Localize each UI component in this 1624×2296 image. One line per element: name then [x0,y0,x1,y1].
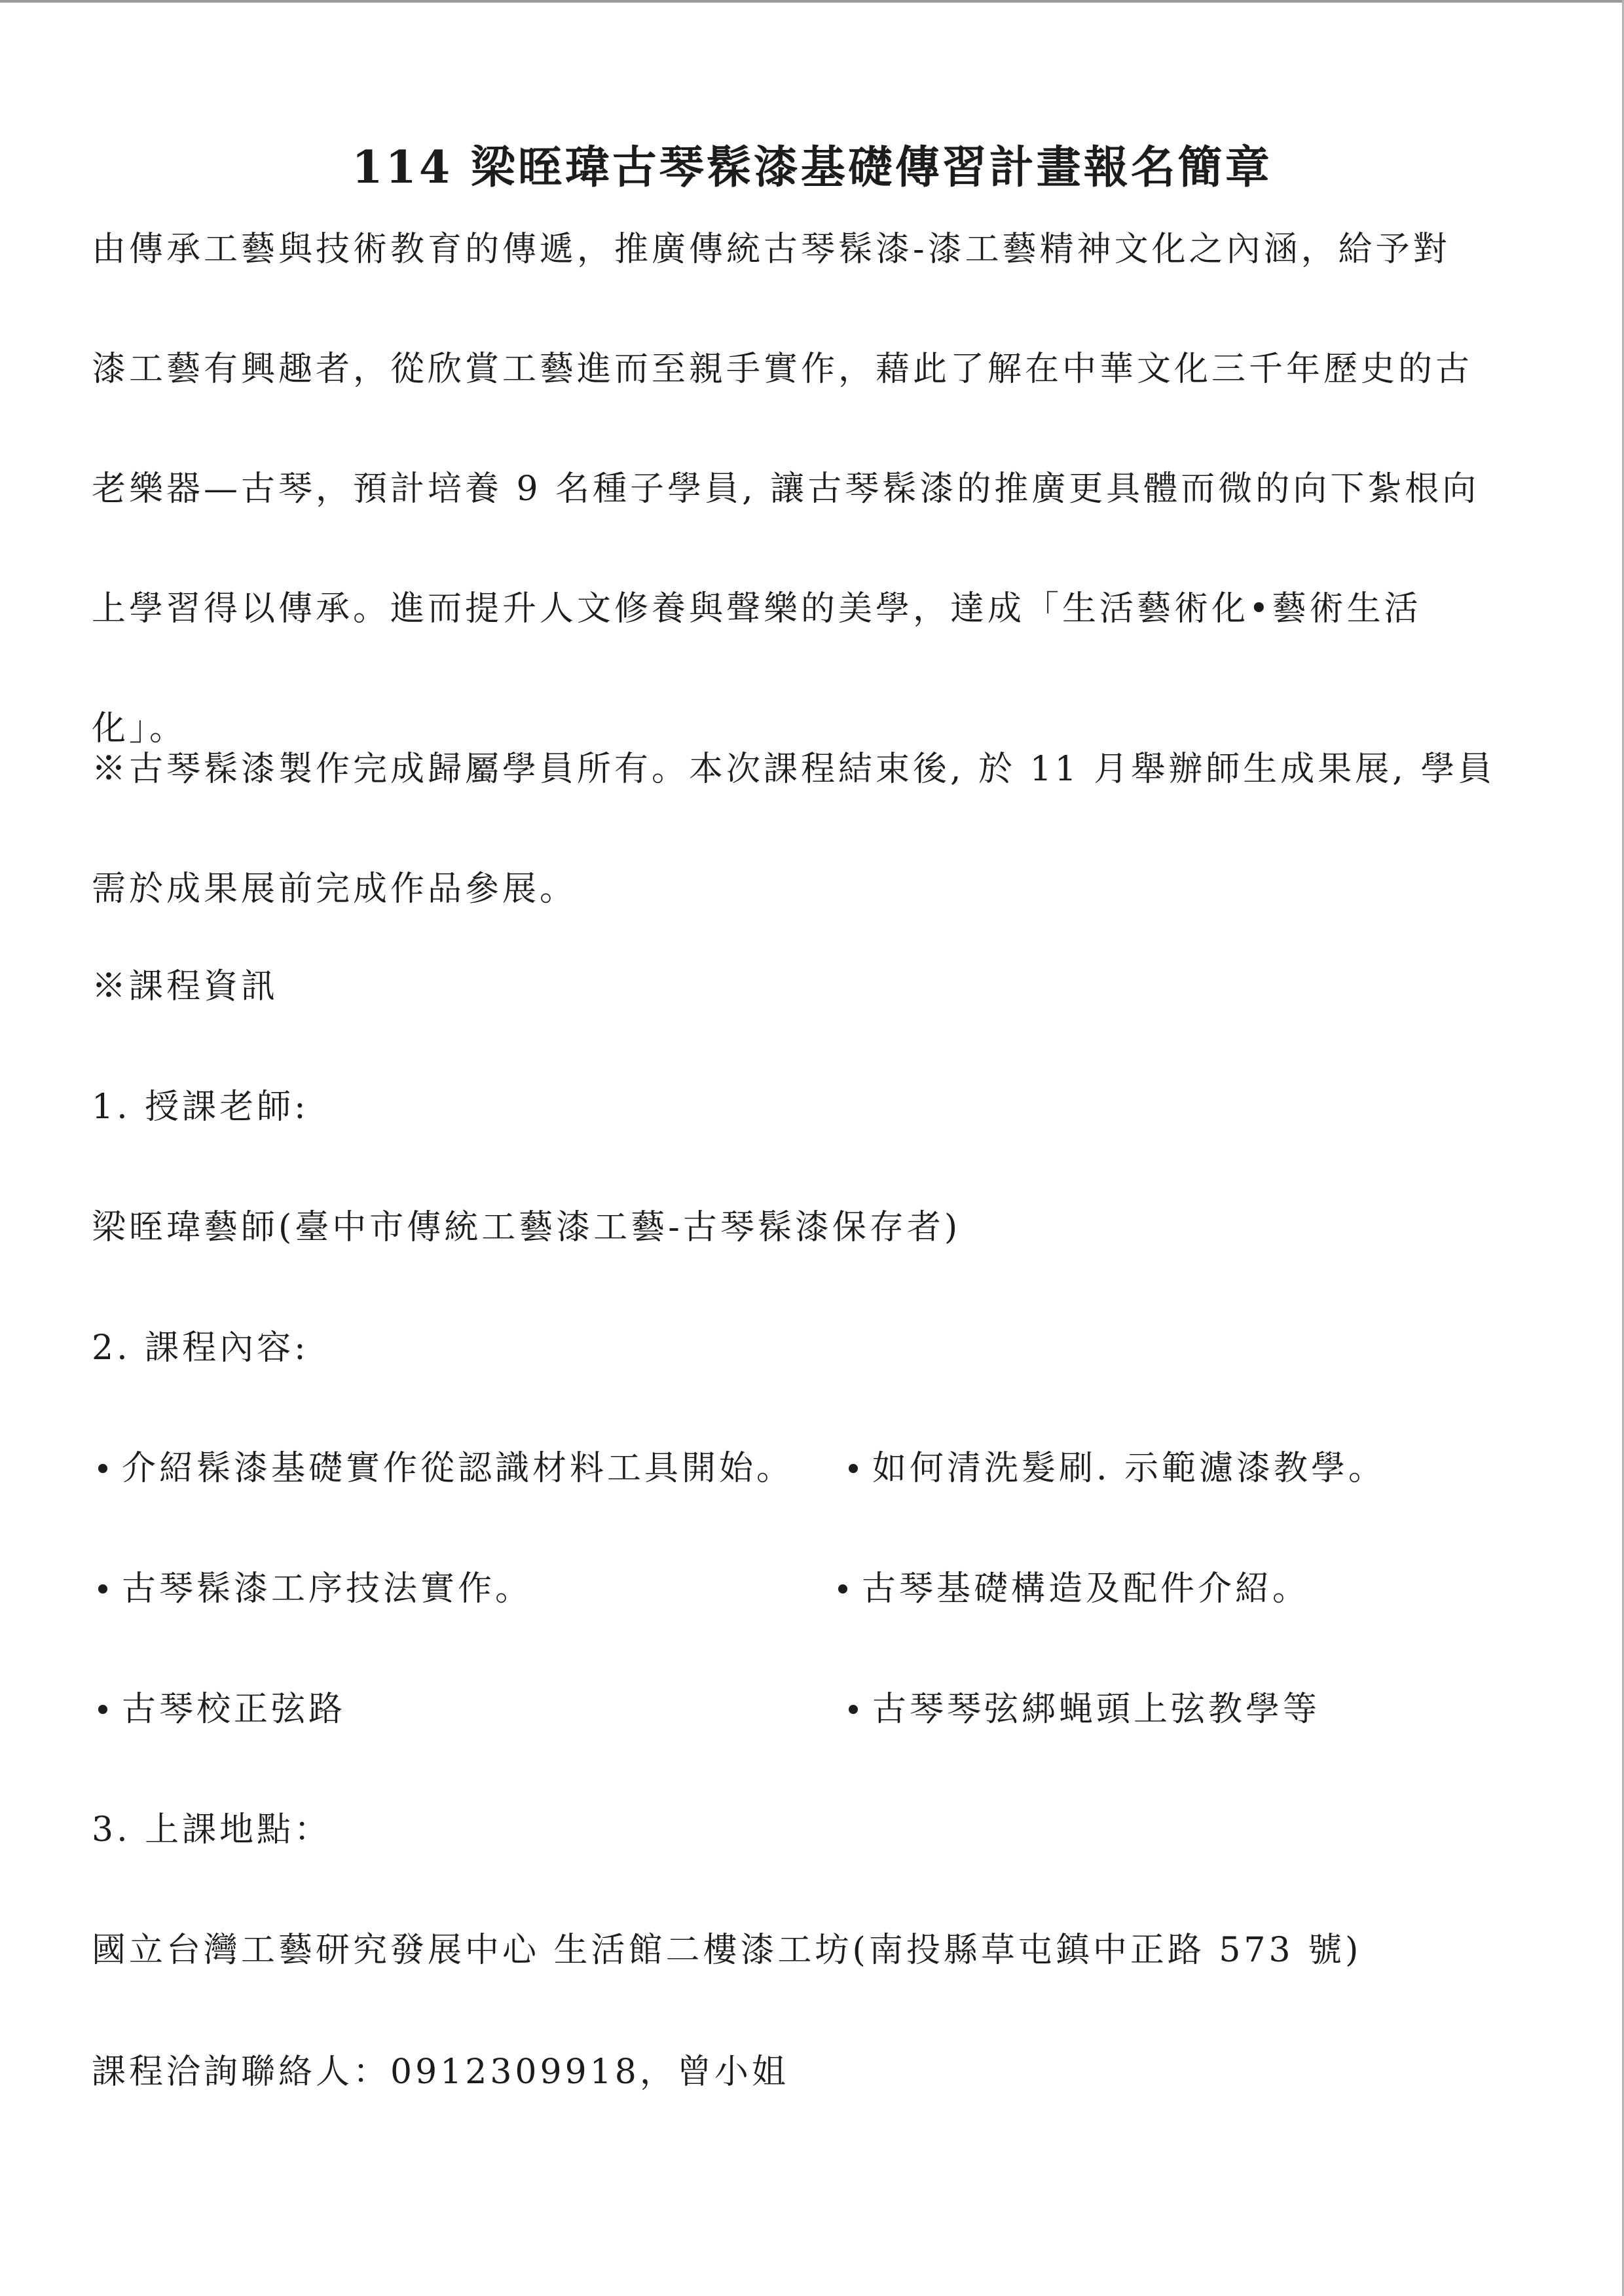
intro-paragraph: 由傳承工藝與技術教育的傳遞，推廣傳統古琴髹漆-漆工藝精神文化之內涵，給予對 漆工藝有興趣者，從欣賞工藝進而至親手實作，藉此了解在中華文化三千年歷史的古 老樂器—古琴，預計培養 9 名種子學員, 讓古琴髹漆的推廣更具體而微的向下紮根向 上學習得以傳承。進而提升人文修養與聲樂的美學，達成「生活藝術化•藝術生活 化」。 [92,230,1480,748]
bullet-icon [98,1705,107,1714]
content-item [849,1680,1320,1739]
bullet-icon [98,1464,107,1473]
note-paragraph: ※古琴髹漆製作完成歸屬學員所有。本次課程結束後, 於 11 月舉辦師生成果展, 學員 需於成果展前完成作品參展。 [92,750,1496,909]
content-item [838,1559,1310,1618]
teacher-heading: 1. 授課老師: [92,1087,309,1127]
course-info-heading: ※課程資訊 [92,967,279,1006]
content-item-text: 古琴髹漆工序技法實作。 [122,1569,533,1609]
content-item [98,1559,532,1618]
contact-line: 課程洽詢聯絡人：0912309918，曾小姐 [92,2052,789,2092]
bullet-icon [849,1464,858,1473]
location-heading: 3. 上課地點： [92,1810,332,1850]
content-item-text: 古琴校正弦路 [122,1690,346,1729]
content-item-text: 古琴琴弦綁蝇頭上弦教學等 [872,1690,1321,1729]
teacher-name: 梁晊瑋藝師(臺中市傳統工藝漆工藝-古琴髹漆保存者) [92,1208,961,1247]
scan-edge-top [0,0,1624,3]
content-item-text: 介紹髹漆基礎實作從認識材料工具開始。 [122,1449,794,1488]
page-title: 114 梁晊瑋古琴髹漆基礎傳習計畫報名簡章 [352,141,1272,194]
content-item [98,1439,794,1498]
bullet-icon [838,1584,847,1594]
content-heading: 2. 課程內容: [92,1328,309,1368]
content-item [849,1439,1386,1498]
content-item-text: 古琴基礎構造及配件介紹。 [862,1569,1310,1609]
bullet-icon [849,1705,858,1714]
content-item [98,1680,346,1739]
bullet-icon [98,1584,107,1594]
location-address: 國立台灣工藝研究發展中心 生活館二樓漆工坊(南投縣草屯鎮中正路 573 號) [92,1931,1362,1970]
content-item-text: 如何清洗髮刷. 示範濾漆教學。 [872,1449,1386,1488]
